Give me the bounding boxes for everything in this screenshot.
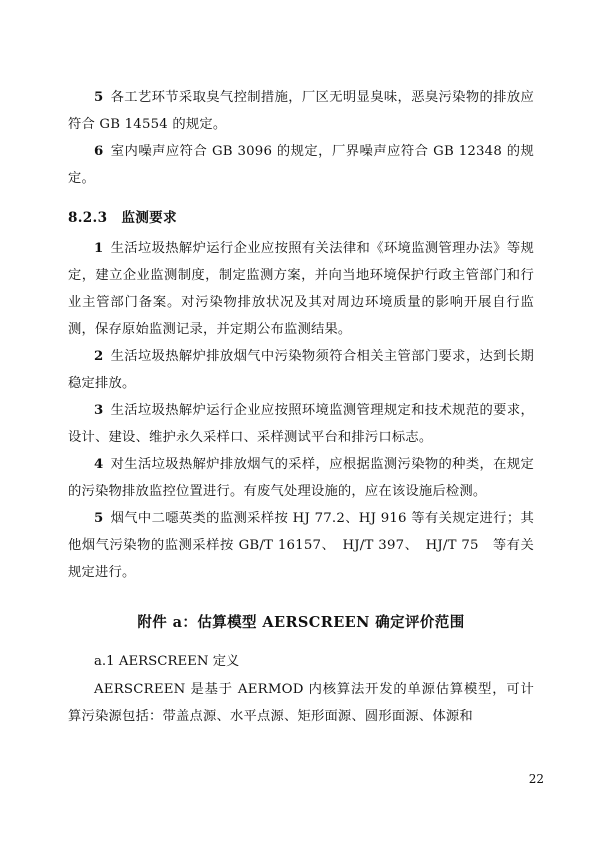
list-number: 1 bbox=[94, 241, 104, 256]
section-title: 监测要求 bbox=[121, 210, 177, 226]
page-content bbox=[68, 84, 534, 730]
numbered-paragraph-1-monitoring-system bbox=[68, 235, 534, 343]
spacer bbox=[68, 586, 534, 598]
section-number: 8.2.3 bbox=[68, 210, 108, 226]
paragraph-text: 烟气中二噁英类的监测采样按 HJ 77.2、HJ 916 等有关规定进行；其他烟气污染物的监测采样按 GB/T 16157、 HJ/T 397、 HJ/T 75 等有关规定进行。 bbox=[68, 511, 534, 580]
paragraph-text: 生活垃圾热解炉运行企业应按照环境监测管理规定和技术规范的要求，设计、建设、维护永久采样口、采样测试平台和排污口标志。 bbox=[68, 403, 534, 445]
list-number: 5 bbox=[94, 90, 104, 105]
list-number: 3 bbox=[94, 403, 104, 418]
page-number: 22 bbox=[528, 772, 544, 786]
subsection-heading-a1: a.1 AERSCREEN 定义 bbox=[94, 654, 240, 669]
paragraph-aerscreen-definition: AERSCREEN 是基于 AERMOD 内核算法开发的单源估算模型，可计算污染源包括：带盖点源、水平点源、矩形面源、圆形面源、体源和 bbox=[68, 682, 534, 724]
paragraph-text: 各工艺环节采取臭气控制措施，厂区无明显臭味，恶臭污染物的排放应符合 GB 14554 的规定。 bbox=[68, 90, 534, 132]
list-number: 6 bbox=[94, 144, 104, 159]
list-number: 2 bbox=[94, 349, 104, 364]
list-number: 5 bbox=[94, 511, 104, 526]
numbered-paragraph-2-emission-compliance bbox=[68, 343, 534, 397]
paragraph-text: 对生活垃圾热解炉排放烟气的采样，应根据监测污染物的种类，在规定的污染物排放监控位置进行。有废气处理设施的，应在该设施后检测。 bbox=[68, 457, 534, 499]
paragraph-text: 室内噪声应符合 GB 3096 的规定，厂界噪声应符合 GB 12348 的规定。 bbox=[68, 144, 534, 186]
numbered-paragraph-5-dioxin-sampling bbox=[68, 505, 534, 586]
numbered-paragraph-6-noise bbox=[68, 138, 534, 192]
numbered-paragraph-4-sampling-location bbox=[68, 451, 534, 505]
spacer bbox=[68, 192, 534, 197]
list-number: 4 bbox=[94, 457, 104, 472]
paragraph-text: 生活垃圾热解炉排放烟气中污染物须符合相关主管部门要求，达到长期稳定排放。 bbox=[68, 349, 534, 391]
paragraph-text: 生活垃圾热解炉运行企业应按照有关法律和《环境监测管理办法》等规定，建立企业监测制度，制定监测方案，并向当地环境保护行政主管部门和行业主管部门备案。对污染物排放状况及其对周边环境质量的影响开展自行监测，保存原始监测记录，并定期公布监测结果。 bbox=[68, 241, 534, 337]
section-heading-8-2-3 bbox=[68, 203, 534, 233]
appendix-title: 附件 a：估算模型 AERSCREEN 确定评价范围 bbox=[137, 614, 465, 631]
numbered-paragraph-5-odor bbox=[68, 84, 534, 138]
numbered-paragraph-3-sampling-port bbox=[68, 397, 534, 451]
